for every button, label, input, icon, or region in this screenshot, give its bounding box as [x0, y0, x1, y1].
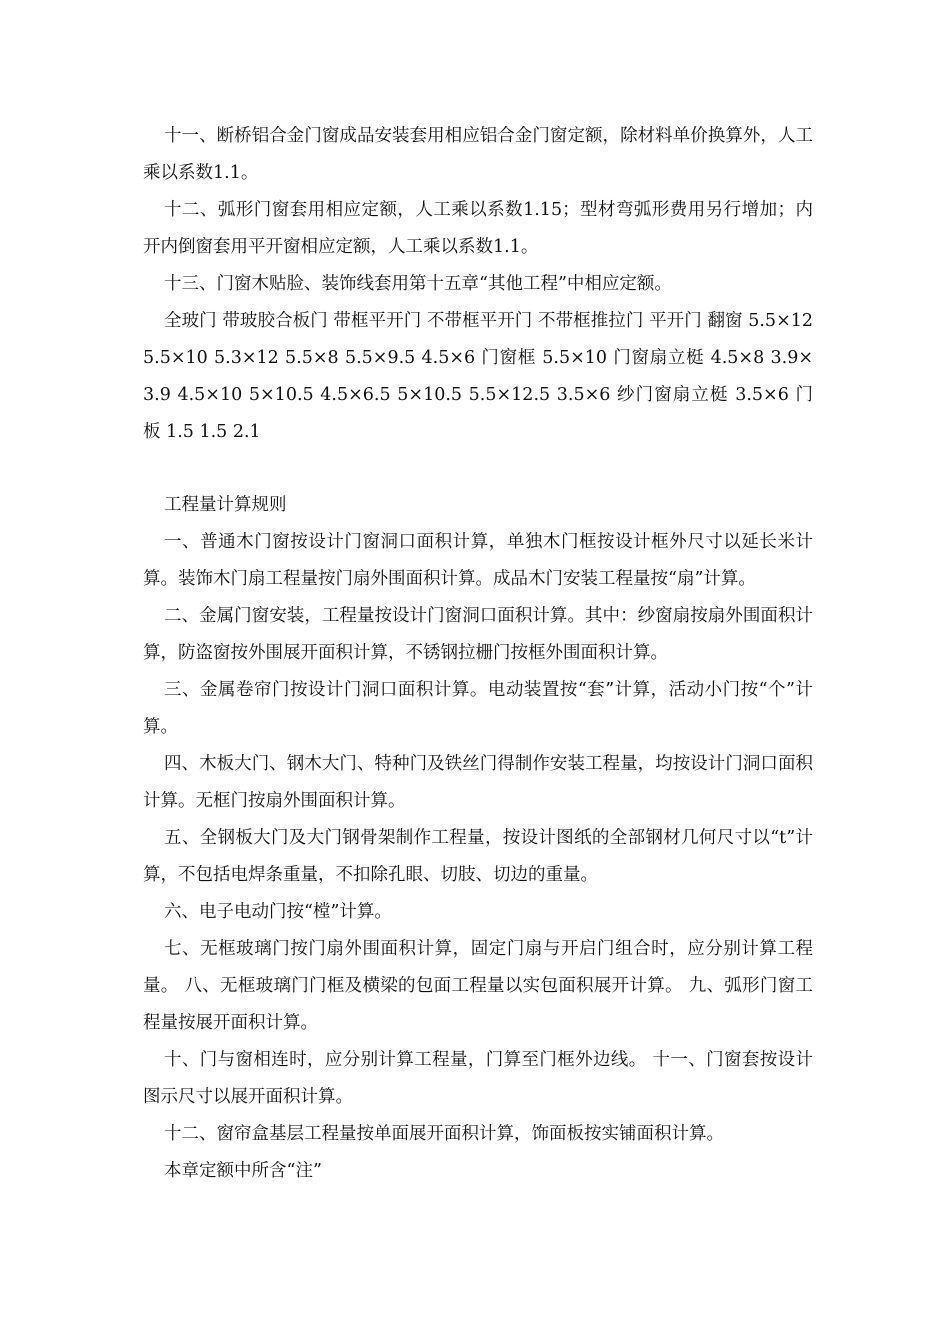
paragraph-rule-12: 十二、弧形门窗套用相应定额，人工乘以系数1.15；型材弯弧形费用另行增加；内开内倒窗套用平开窗相应定额，人工乘以系数1.1。: [143, 200, 813, 257]
paragraph-calc-rule-12: 十二、窗帘盒基层工程量按单面展开面积计算，饰面板按实铺面积计算。: [164, 1124, 724, 1144]
paragraph-calc-rule-7-9: 七、无框玻璃门按门扇外围面积计算，固定门扇与开启门组合时，应分别计算工程量。 八、无框玻璃门门框及横梁的包面工程量以实包面积展开计算。 九、弧形门窗工程量按展开面积计算。: [143, 939, 813, 1033]
paragraph-calc-rule-6: 六、电子电动门按“樘”计算。: [164, 902, 392, 922]
section-gap: [143, 451, 813, 487]
paragraph-calc-rule-2: 二、金属门窗安装，工程量按设计门窗洞口面积计算。其中：纱窗扇按扇外围面积计算，防盗窗按外围展开面积计算，不锈钢拉栅门按框外围面积计算。: [143, 606, 813, 663]
paragraph-rule-11: 十一、断桥铝合金门窗成品安装套用相应铝合金门窗定额，除材料单价换算外，人工乘以系数1.1。: [143, 126, 813, 183]
paragraph-calc-rule-10-11: 十、门与窗相连时，应分别计算工程量，门算至门框外边线。 十一、门窗套按设计图示尺寸以展开面积计算。: [143, 1050, 813, 1107]
section-heading: 工程量计算规则: [164, 495, 287, 515]
paragraph-calc-rule-3: 三、金属卷帘门按设计门洞口面积计算。电动装置按“套”计算，活动小门按“个”计算。: [143, 680, 813, 737]
paragraph-notes: 本章定额中所含“注”: [164, 1161, 322, 1181]
paragraph-calc-rule-1: 一、普通木门窗按设计门窗洞口面积计算，单独木门框按设计框外尺寸以延长米计算。装饰木门扇工程量按门扇外围面积计算。成品木门安装工程量按“扇”计算。: [143, 532, 813, 589]
paragraph-rule-13: 十三、门窗木贴脸、装饰线套用第十五章“其他工程”中相应定额。: [164, 274, 672, 294]
document-body: [143, 118, 813, 1190]
paragraph-calc-rule-4: 四、木板大门、钢木大门、特种门及铁丝门得制作安装工程量，均按设计门洞口面积计算。无框门按扇外围面积计算。: [143, 754, 813, 811]
paragraph-door-dimensions: 全玻门 带玻胶合板门 带框平开门 不带框平开门 不带框推拉门 平开门 翻窗 5.5×12 5.5×10 5.3×12 5.5×8 5.5×9.5 4.5×6 门窗框 5.5×10 门窗扇立梃 4.5×8 3.9×3.9 4.5×10 5×10.5 4.5×6.5 5×10.5 5.5×12.5 3.5×6 纱门窗扇立梃 3.5×6 门板 1.5 1.5 2.1: [143, 311, 813, 442]
paragraph-calc-rule-5: 五、全钢板大门及大门钢骨架制作工程量，按设计图纸的全部钢材几何尺寸以“t”计算，不包括电焊条重量，不扣除孔眼、切肢、切边的重量。: [143, 828, 813, 885]
